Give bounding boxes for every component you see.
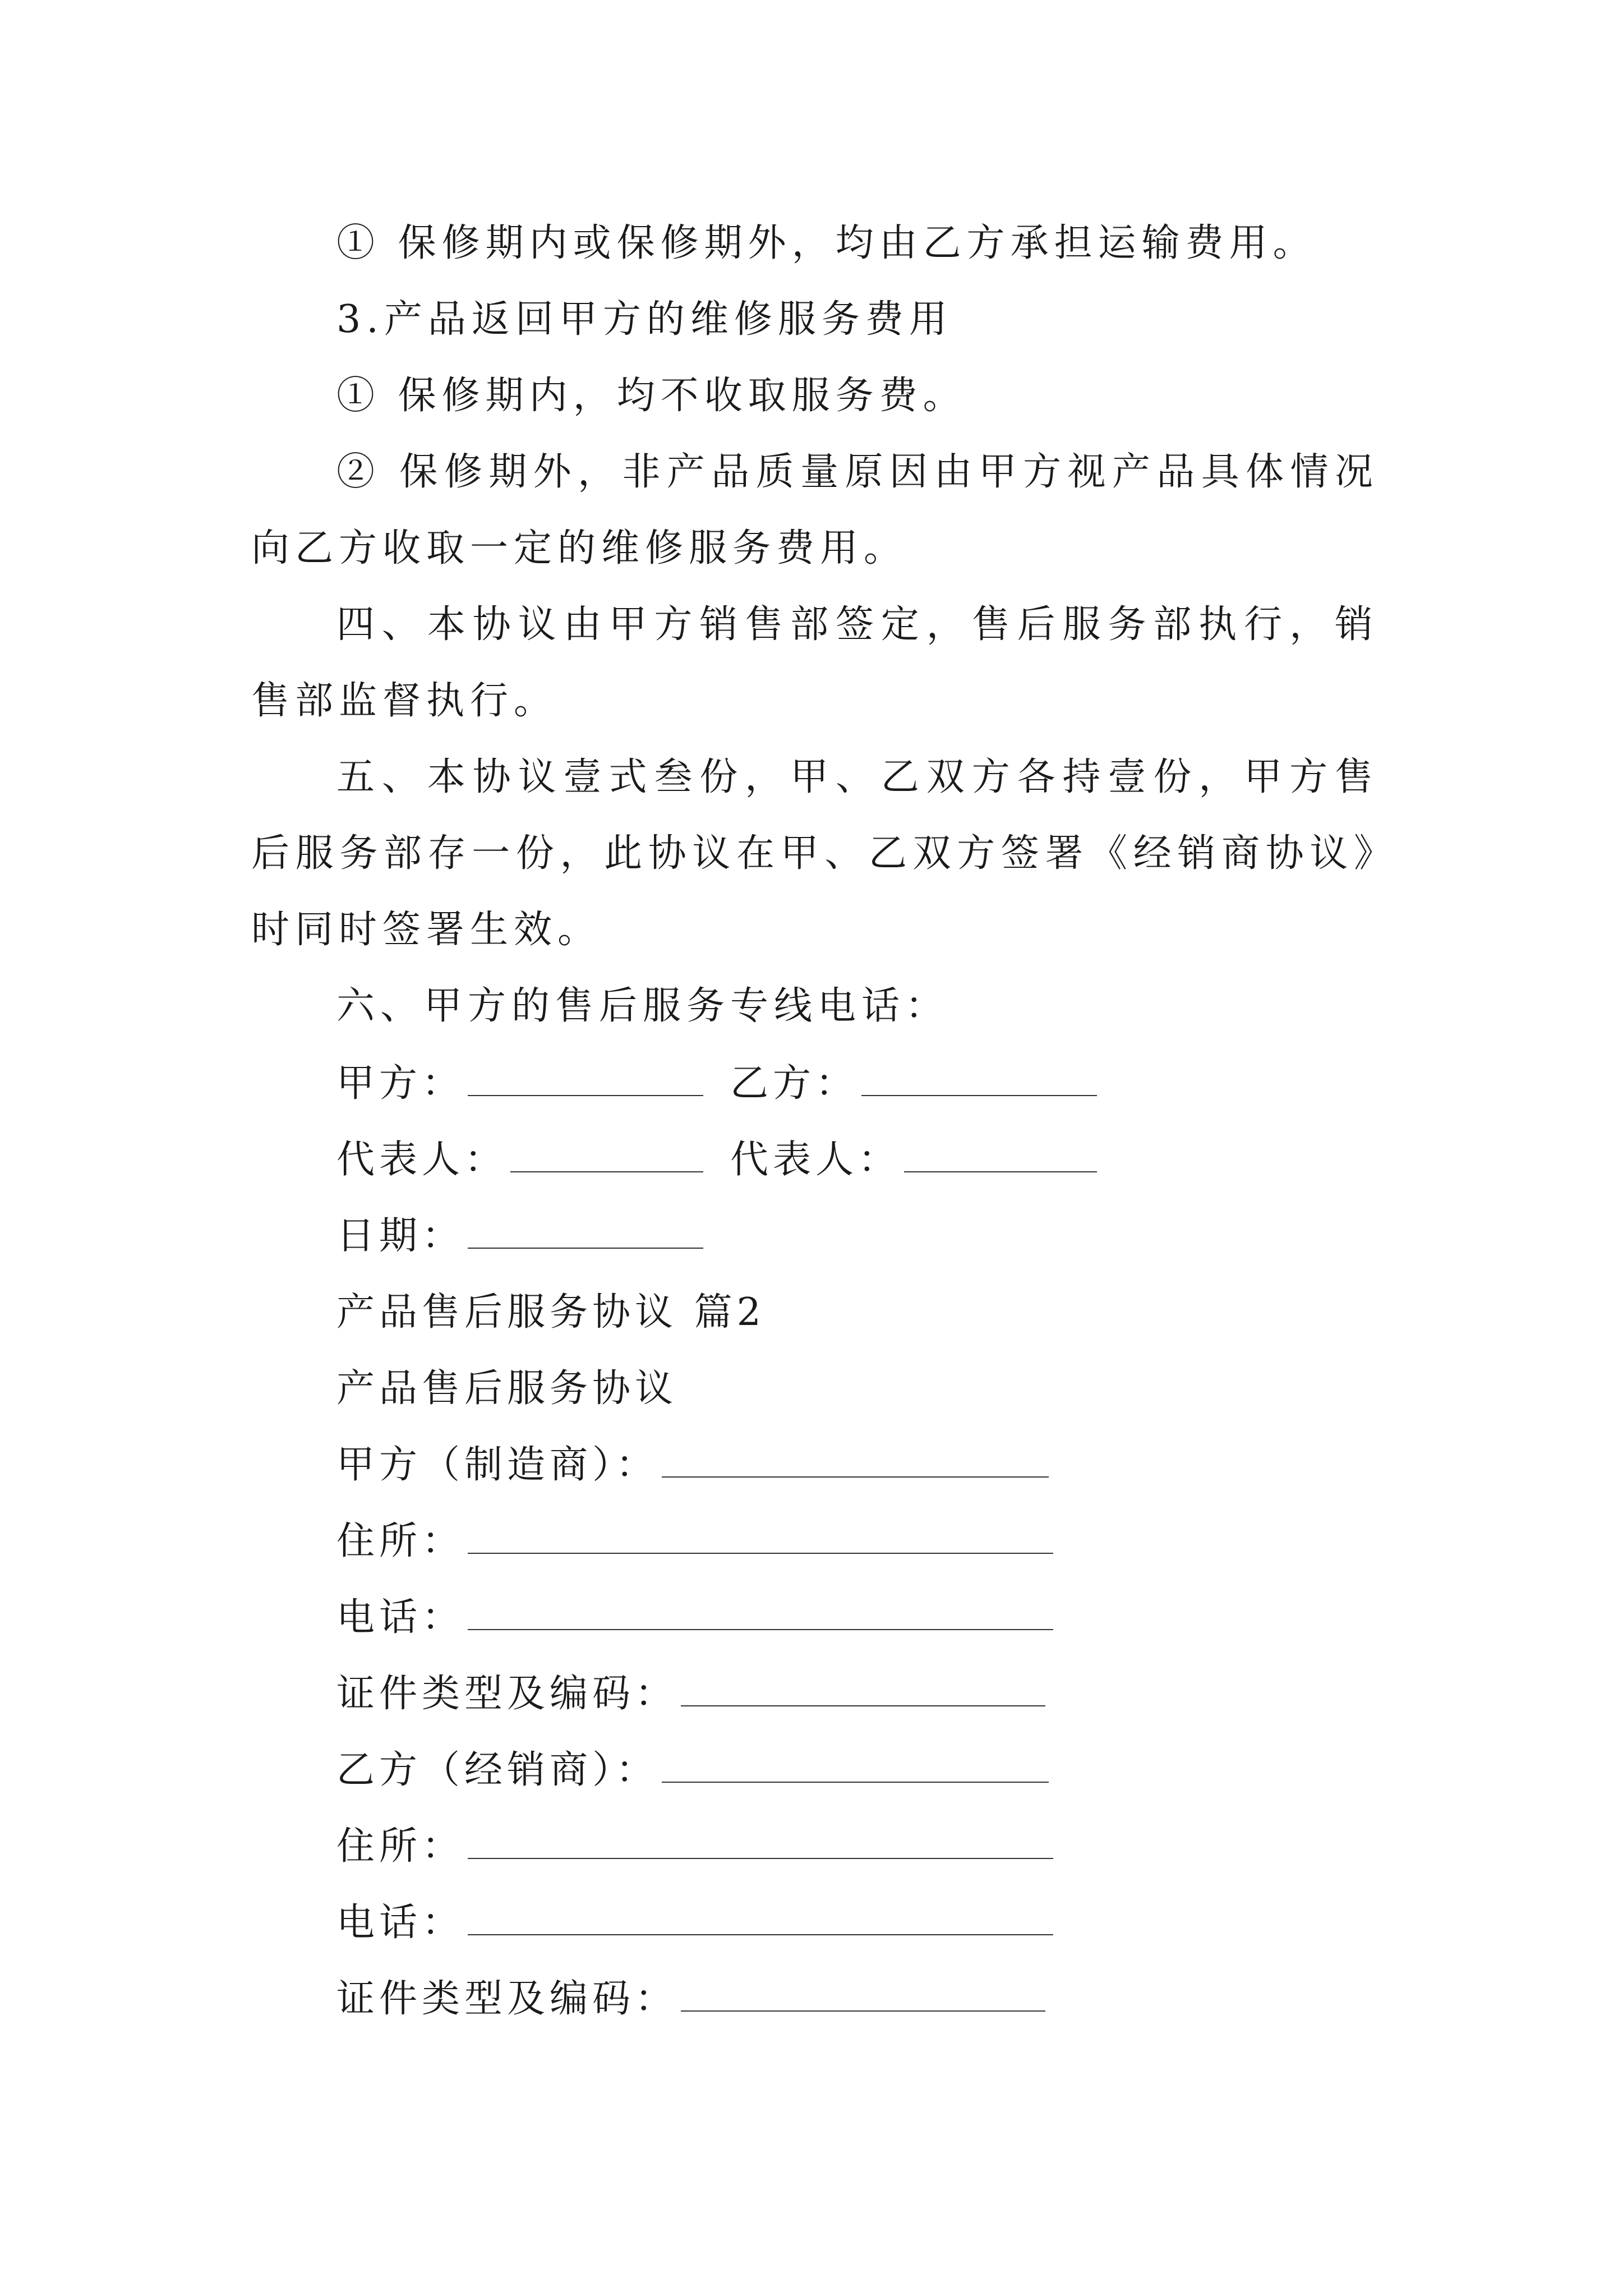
rep-b-field[interactable] (904, 1132, 1097, 1172)
maker-address-row (336, 1513, 1053, 1570)
dealer-label: 乙方（经销商）： (336, 1748, 659, 1792)
maker-id-label: 证件类型及编码： (336, 1672, 678, 1716)
maker-label: 甲方（制造商）： (336, 1443, 659, 1487)
agreement-title: 产品售后服务协议 (336, 1366, 678, 1411)
party-signature-row (336, 1056, 1097, 1112)
date-row (336, 1208, 703, 1264)
clause-repair-fee-heading: 3.产品返回甲方的维修服务费用 (336, 297, 953, 342)
rep-b-label: 代表人： (730, 1138, 901, 1182)
dealer-id-row (336, 1971, 1045, 2027)
maker-address-label: 住所： (336, 1519, 465, 1563)
dealer-address-field[interactable] (468, 1819, 1053, 1859)
dealer-phone-row (336, 1895, 1053, 1951)
rep-a-label: 代表人： (336, 1138, 508, 1182)
clause-shipping-cost: ① 保修期内或保修期外，均由乙方承担运输费用。 (336, 221, 1317, 265)
dealer-id-label: 证件类型及编码： (336, 1977, 678, 2021)
maker-field[interactable] (662, 1437, 1049, 1478)
dealer-id-field[interactable] (681, 1971, 1045, 2012)
party-a-field[interactable] (468, 1056, 703, 1096)
dealer-field[interactable] (662, 1742, 1049, 1783)
rep-a-field[interactable] (510, 1132, 703, 1172)
maker-phone-row (336, 1590, 1053, 1646)
maker-phone-label: 电话： (336, 1595, 465, 1640)
date-field[interactable] (468, 1208, 703, 1249)
representative-row (336, 1132, 1097, 1188)
party-a-label: 甲方： (336, 1061, 465, 1106)
date-label: 日期： (336, 1214, 465, 1258)
party-b-label: 乙方： (730, 1061, 859, 1106)
party-b-field[interactable] (861, 1056, 1097, 1096)
clause-six-hotline: 六、甲方的售后服务专线电话： (336, 984, 949, 1028)
dealer-phone-label: 电话： (336, 1901, 465, 1945)
dealer-address-row (336, 1819, 1053, 1875)
clause-five-copies: 五、本协议壹式叁份，甲、乙双方各持壹份，甲方售后服务部存一份，此协议在甲、乙双方签署《经销商协议》时同时签署生效。 (251, 755, 1378, 952)
clause-in-warranty-fee: ① 保修期内，均不收取服务费。 (336, 374, 967, 418)
maker-address-field[interactable] (468, 1513, 1053, 1554)
maker-id-row (336, 1666, 1045, 1722)
maker-row (336, 1437, 1049, 1493)
dealer-address-label: 住所： (336, 1824, 465, 1869)
dealer-phone-field[interactable] (468, 1895, 1053, 1935)
dealer-row (336, 1742, 1049, 1798)
section-heading: 产品售后服务协议 篇2 (336, 1290, 766, 1335)
maker-phone-field[interactable] (468, 1590, 1053, 1630)
maker-id-field[interactable] (681, 1666, 1045, 1706)
clause-out-warranty-fee: ② 保修期外，非产品质量原因由甲方视产品具体情况向乙方收取一定的维修服务费用。 (251, 450, 1378, 570)
clause-four-execution: 四、本协议由甲方销售部签定，售后服务部执行，销售部监督执行。 (251, 602, 1378, 723)
